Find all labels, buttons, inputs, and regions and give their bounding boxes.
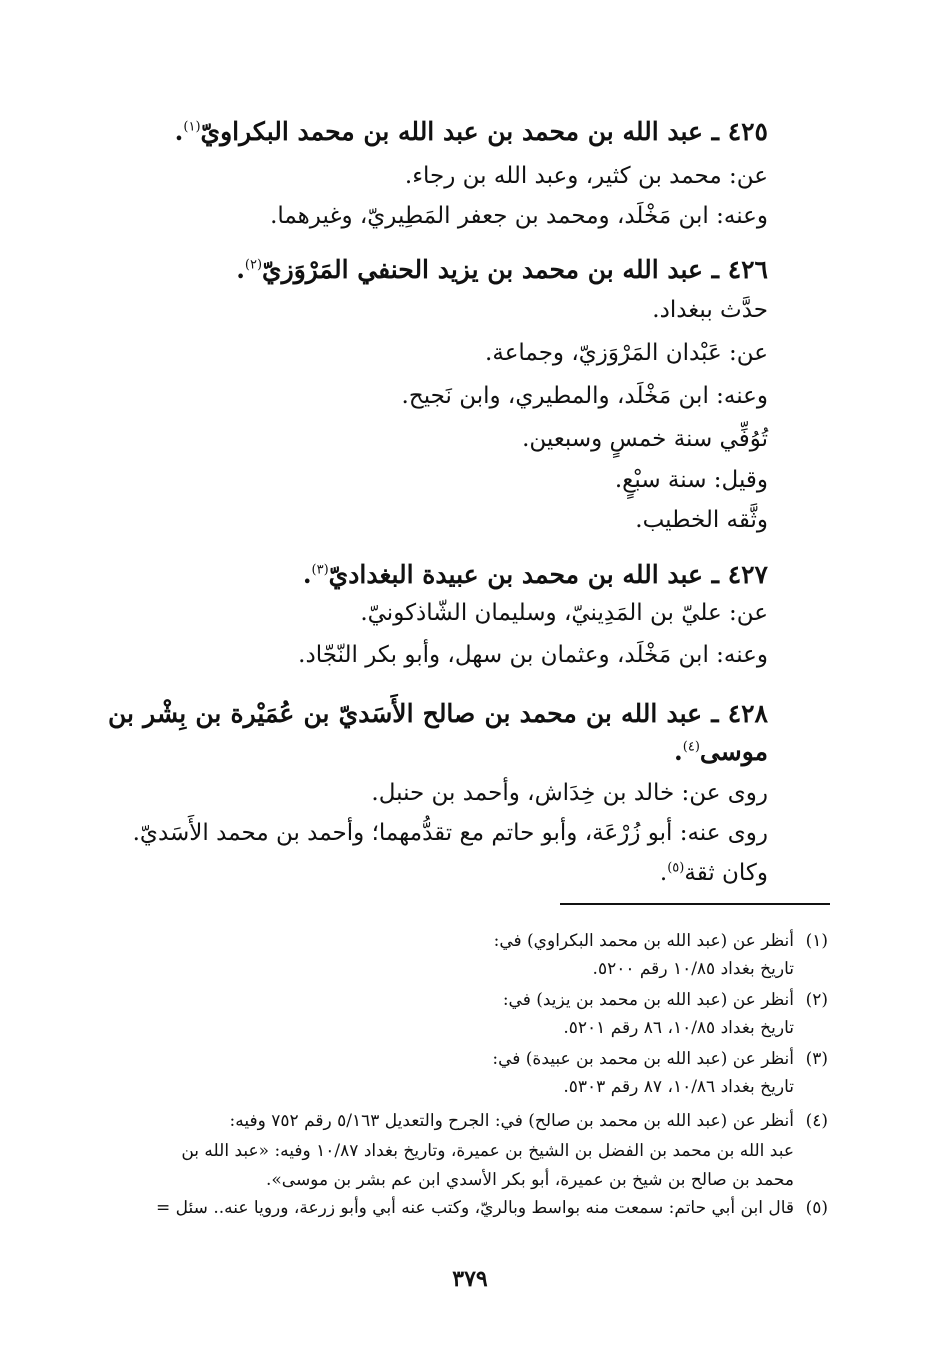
entry-426-line: حدَّث ببغداد.	[652, 297, 768, 323]
footnote-number: (٤)	[805, 1111, 828, 1131]
footnote-number: (٢)	[805, 990, 828, 1010]
footnote-1-line: تاريخ بغداد ١٠/٨٥ رقم ٥٢٠٠.	[592, 959, 794, 979]
footnote-number: (١)	[805, 931, 828, 951]
footnote-1: (١)أنظر عن (عبد الله بن محمد البكراوي) في:	[118, 927, 828, 955]
entry-426-line: وعنه: ابن مَخْلَد، والمطيري، وابن نَجيح.	[401, 383, 768, 409]
entry-428-line: روى عن: خالد بن خِدَاش، وأحمد بن حنبل.	[371, 780, 768, 806]
entry-426-line: وثَّقه الخطيب.	[635, 507, 768, 533]
footnote-divider	[560, 903, 830, 905]
entry-428-note-ref: (٤)	[682, 739, 700, 755]
entry-428-line: روى عنه: أبو زُرْعَة، وأبو حاتم مع تقدُّمهما؛ وأحمد بن محمد الأَسَديّ.	[132, 820, 768, 846]
entry-426-line: وقيل: سنة سبْعٍ.	[614, 467, 768, 493]
entry-428-title: ٤٢٨ ـ عبد الله بن محمد بن صالح الأَسَديّ بن عُمَيْرة بن بِشْر بن	[108, 699, 768, 728]
footnote-number: (٣)	[805, 1049, 828, 1069]
entry-426-title: ٤٢٦ ـ عبد الله بن محمد بن يزيد الحنفي المَرْوَزيّ$^{(٢)}$.	[236, 255, 768, 284]
footnote-2-line: تاريخ بغداد ١٠/٨٥، ٨٦ رقم ٥٢٠١.	[563, 1018, 794, 1038]
footnote-5: (٥)قال ابن أبي حاتم: سمعت منه بواسط وبالريّ، وكتب عنه أبي وأبو زرعة، ورويا عنه.. سئل =	[118, 1194, 828, 1222]
entry-428-line: وكان ثقة$^{(٥)}$.	[659, 860, 768, 886]
footnote-3: (٣)أنظر عن (عبد الله بن محمد بن عبيدة) في:	[118, 1045, 828, 1073]
entry-427-line: وعنه: ابن مَخْلَد، وعثمان بن سهل، وأبو بكر النّجّاد.	[298, 642, 768, 668]
footnote-2: (٢)أنظر عن (عبد الله بن محمد بن يزيد) في:	[118, 986, 828, 1014]
footnote-4: (٤)أنظر عن (عبد الله بن محمد بن صالح) في: الجرح والتعديل ٥/١٦٣ رقم ٧٥٢ وفيه:	[118, 1107, 828, 1135]
footnote-number: (٥)	[805, 1198, 828, 1218]
footnote-4-line: عبد الله بن محمد بن الفضل بن الشيخ بن عميرة، وتاريخ بغداد ١٠/٨٧ وفيه: «عبد الله بن	[181, 1141, 794, 1161]
entry-426-note-ref: (٢)	[244, 257, 263, 273]
footnote-3-line: تاريخ بغداد ١٠/٨٦، ٨٧ رقم ٥٣٠٣.	[563, 1077, 794, 1097]
entry-427-line: عن: عليّ بن المَدِينيّ، وسليمان الشّاذكونيّ.	[360, 600, 768, 626]
page-number: ٣٧٩	[452, 1266, 488, 1292]
entry-427-note-ref: (٣)	[311, 562, 329, 578]
entry-425-title: ٤٢٥ ـ عبد الله بن محمد بن عبد الله بن محمد البكراويّ$^{(١)}$.	[174, 117, 768, 146]
entry-426-line: عن: عَبْدان المَرْوَزيّ، وجماعة.	[485, 340, 768, 366]
entry-427-title: ٤٢٧ ـ عبد الله بن محمد بن عبيدة البغداديّ$^{(٣)}$.	[302, 560, 768, 589]
entry-425-line: عن: محمد بن كثير، وعبد الله بن رجاء.	[404, 163, 768, 189]
entry-428-title-continued: موسى$^{(٤)}$.	[674, 737, 768, 766]
entry-425-line: وعنه: ابن مَخْلَد، ومحمد بن جعفر المَطِيريّ، وغيرهما.	[270, 203, 768, 229]
entry-428-last-note-ref: (٥)	[667, 860, 685, 876]
entry-425-note-ref: (١)	[183, 119, 201, 135]
entry-426-line: تُوُفِّي سنة خمسٍ وسبعين.	[522, 426, 768, 452]
footnote-4-line: محمد بن صالح بن شيخ بن عميرة، أبو بكر الأسدي ابن عم بشر بن موسى».	[265, 1170, 794, 1190]
